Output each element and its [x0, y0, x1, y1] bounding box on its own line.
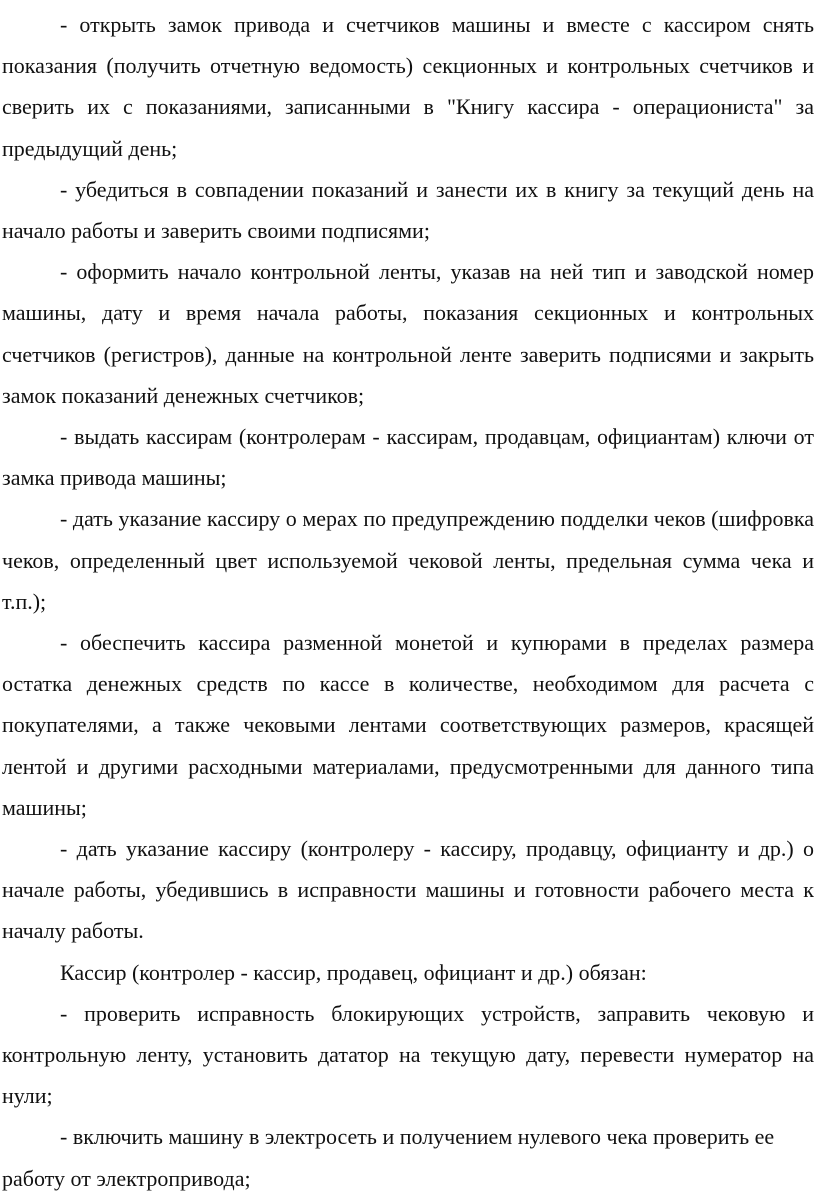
paragraph-check-devices: - проверить исправность блокирующих устройств, заправить чековую и контрольную ленту, установить дататор на текущую дату, перевести нумератор на нули;: [2, 1000, 814, 1109]
paragraph-control-tape: - оформить начало контрольной ленты, указав на ней тип и заводской номер машины, дату и время начала работы, показания секционных и контрольных счетчиков (регистров), данные на контрольной ленте заверить подписями и закрыть замок показаний денежных счетчиков;: [2, 259, 814, 408]
paragraph-verify-readings: - убедиться в совпадении показаний и занести их в книгу за текущий день на начало работы и заверить своими подписями;: [2, 176, 814, 244]
paragraph-start-work: - дать указание кассиру (контролеру - кассиру, продавцу, официанту и др.) о начале работы, убедившись в исправности машины и готовности рабочего места к началу работы.: [2, 836, 814, 944]
paragraph-power-on: - включить машину в электросеть и получением нулевого чека проверить ее работу от электропривода;: [2, 1124, 775, 1191]
paragraph-cashier-duties: Кассир (контролер - кассир, продавец, официант и др.) обязан:: [60, 959, 647, 985]
paragraph-issue-keys: - выдать кассирам (контролерам - кассирам, продавцам, официантам) ключи от замка привода машины;: [2, 424, 814, 491]
paragraph-provide-change: - обеспечить кассира разменной монетой и купюрами в пределах размера остатка денежных средств по кассе в количестве, необходимом для расчета с покупателями, а также чековыми лентами соответствующих размеров, красящей лентой и другими расходными материалами, предусмотренными для данного типа машины;: [2, 630, 814, 820]
paragraph-forgery-prevention: - дать указание кассиру о мерах по предупреждению подделки чеков (шифровка чеков, определенный цвет используемой чековой ленты, предельная сумма чека и т.п.);: [2, 506, 814, 614]
paragraph-open-lock: - открыть замок привода и счетчиков машины и вместе с кассиром снять показания (получить отчетную ведомость) секционных и контрольных счетчиков и сверить их с показаниями, записанными в "Книгу кассира - операциониста" за предыдущий день;: [2, 12, 814, 161]
